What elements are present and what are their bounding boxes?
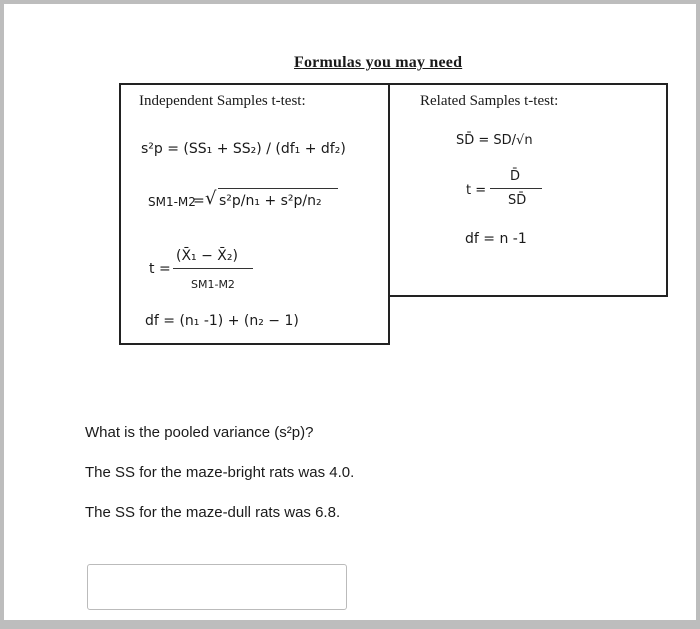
- related-header: Related Samples t-test:: [420, 93, 559, 109]
- sm-equals: =: [193, 193, 205, 209]
- t-label-independent: t =: [149, 261, 171, 277]
- pooled-variance-formula: s²p = (SS₁ + SS₂) / (df₁ + df₂): [141, 141, 346, 157]
- independent-samples-box: [119, 83, 390, 345]
- fraction-line: [490, 188, 542, 189]
- fraction-line: [173, 268, 253, 269]
- t-label-related: t =: [466, 183, 487, 198]
- formulas-title: Formulas you may need: [294, 54, 463, 71]
- df-independent: df = (n₁ -1) + (n₂ − 1): [145, 313, 299, 329]
- t-denominator-independent: SM1-M2: [191, 278, 235, 291]
- sd-formula: SD̄ = SD/√n: [456, 133, 533, 148]
- t-denominator-related: SD̄: [508, 193, 527, 208]
- sqrt-icon: √: [205, 188, 217, 209]
- t-numerator-related: D̄: [510, 169, 521, 184]
- t-numerator-independent: (X̄₁ − X̄₂): [176, 248, 238, 264]
- answer-input[interactable]: [87, 564, 347, 610]
- df-related: df = n -1: [465, 231, 527, 247]
- sqrt-overline: [218, 188, 338, 189]
- question-text: What is the pooled variance (s²p)?: [85, 424, 314, 441]
- maze-dull-info: The SS for the maze-dull rats was 6.8.: [85, 504, 341, 521]
- maze-bright-info: The SS for the maze-bright rats was 4.0.: [85, 464, 355, 481]
- sm-label: SM1-M2: [148, 195, 196, 209]
- sm-rhs: s²p/n₁ + s²p/n₂: [219, 193, 322, 209]
- independent-header: Independent Samples t-test:: [139, 93, 306, 109]
- related-samples-box: [388, 83, 668, 297]
